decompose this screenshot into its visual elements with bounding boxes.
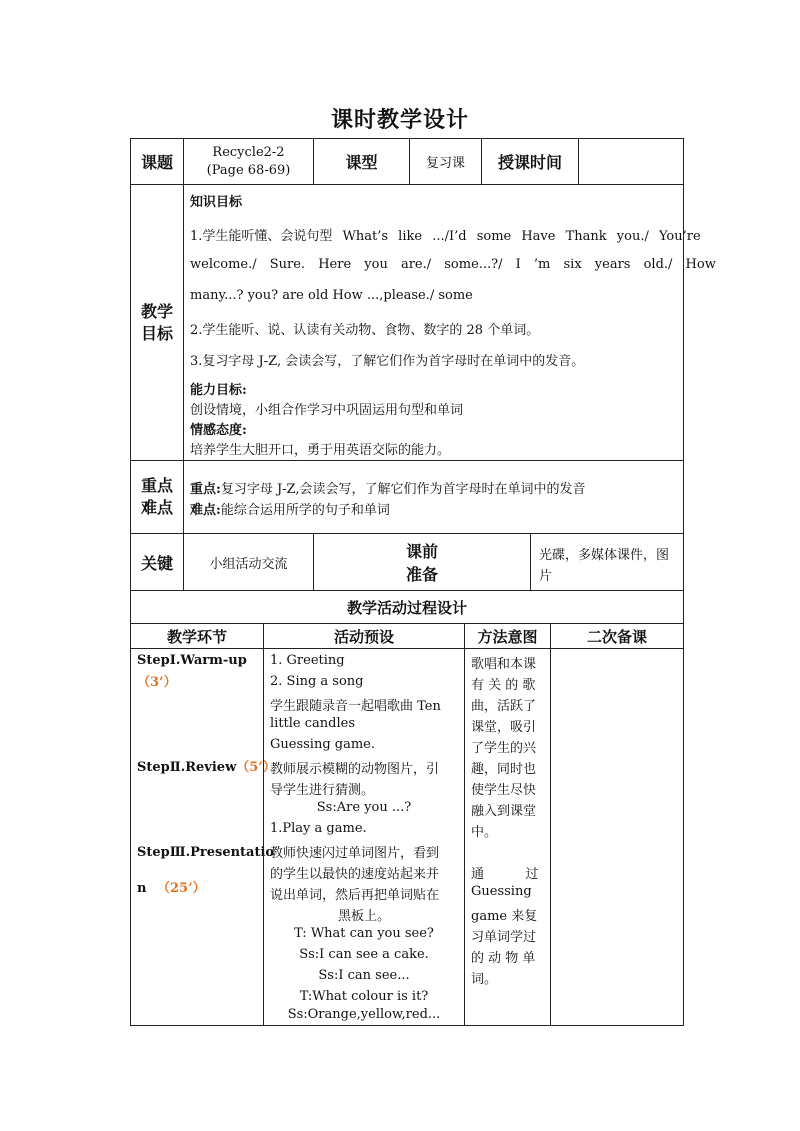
step3-line2 <box>137 877 206 896</box>
topic-label: 课题 <box>140 153 173 172</box>
col-method-header: 方法意图 <box>477 627 538 646</box>
method-line: 课堂，吸引 <box>471 720 537 735</box>
preparation-value-cell <box>530 533 684 591</box>
activity-line: little candles <box>270 716 355 731</box>
knowledge-item-1-line2: welcome./ Sure. Here you are./ some...?/ I ’m six years old./ How <box>190 257 716 272</box>
method-line: 有 关 的 歌 <box>471 678 536 693</box>
preparation-label-line2: 准备 <box>405 565 438 584</box>
process-heading: 教学活动过程设计 <box>346 598 467 617</box>
activity-line: 导学生进行猜测。 <box>270 783 375 798</box>
time-label: 授课时间 <box>497 153 562 172</box>
difficult-point <box>190 499 390 518</box>
activity-line: T:What colour is it? <box>299 989 429 1004</box>
emotion-text: 培养学生大胆开口，勇于用英语交际的能力。 <box>190 443 451 458</box>
focus-label: 重点难点 <box>140 476 173 517</box>
preparation-label-line1: 课前 <box>405 542 438 561</box>
goals-label: 教学目标 <box>140 301 173 343</box>
col-steps-cell <box>130 623 264 649</box>
type-label-cell <box>313 138 410 185</box>
method-line: 了学生的兴 <box>471 741 537 756</box>
activity-line: 1. Greeting <box>270 653 345 668</box>
method-line: 通 过 <box>471 867 539 882</box>
activity-line: 说出单词，然后再把单词贴在 <box>270 888 440 903</box>
knowledge-item-3: 3.复习字母 J-Z, 会读会写，了解它们作为首字母时在单词中的发音。 <box>190 354 585 369</box>
key-value: 小组活动交流 <box>209 556 288 572</box>
key-label: 关键 <box>140 553 173 573</box>
step1-name: StepⅠ.Warm-up <box>137 653 247 668</box>
step2 <box>137 756 276 775</box>
step3-name-1: StepⅢ.Presentatio <box>137 845 275 860</box>
preparation-label-cell <box>313 533 531 591</box>
method-line: game 来复 <box>471 909 538 924</box>
key-point-text: 复习字母 J-Z,会读会写，了解它们作为首字母时在单词中的发音 <box>220 482 586 497</box>
col-second-header: 二次备课 <box>586 627 647 646</box>
focus-content-cell <box>183 460 684 534</box>
method-line: 词。 <box>471 972 498 987</box>
activity-cell <box>263 648 465 1026</box>
method-line: 歌唱和本课 <box>471 657 537 672</box>
knowledge-item-1-line3: many...? you? are old How ...,please./ some <box>190 288 473 303</box>
goals-label-cell <box>130 184 184 461</box>
method-line: 习单词学过 <box>471 930 537 945</box>
activity-line: 1.Play a game. <box>270 821 367 836</box>
activity-line: Ss:I can see... <box>318 968 410 983</box>
activity-line: 的学生以最快的速度站起来并 <box>270 867 440 882</box>
time-label-cell <box>481 138 579 185</box>
time-value-cell <box>578 138 684 185</box>
method-line: 的 动 物 单 <box>471 951 536 966</box>
col-method-cell <box>464 623 551 649</box>
knowledge-item-2: 2.学生能听、说、认读有关动物、食物、数字的 28 个单词。 <box>190 323 540 338</box>
activity-line: 2. Sing a song <box>270 674 364 689</box>
key-label-cell <box>130 533 184 591</box>
step1-time-value: （3’） <box>137 675 177 690</box>
step3-time-value: （25’） <box>156 881 206 896</box>
activity-line: 学生跟随录音一起唱歌曲 Ten <box>270 699 441 714</box>
step1-time <box>137 671 177 690</box>
type-label: 课型 <box>345 153 378 172</box>
key-value-cell <box>183 533 314 591</box>
method-line: 中。 <box>471 825 498 840</box>
col-activity-cell <box>263 623 465 649</box>
method-line: 趣，同时也 <box>471 762 537 777</box>
focus-label-cell <box>130 460 184 534</box>
step1 <box>137 653 247 668</box>
emotion-heading: 情感态度: <box>190 423 247 438</box>
knowledge-item-1-line1: 1.学生能听懂、会说句型 What’s like .../I’d some Have Thank you./ You’re <box>190 229 701 244</box>
method-line: 使学生尽快 <box>471 783 537 798</box>
step3-name-2: n <box>137 881 147 896</box>
type-value: 复习课 <box>425 156 465 171</box>
activity-line: 教师快速闪过单词图片，看到 <box>270 846 440 861</box>
ability-text: 创设情境，小组合作学习中巩固运用句型和单词 <box>190 403 464 418</box>
second-prep-cell <box>550 648 684 1026</box>
method-line: 融入到课堂 <box>471 804 537 819</box>
topic-value-line1: Recycle2-2 <box>212 144 285 160</box>
method-line: Guessing <box>471 884 532 899</box>
step3-line1 <box>137 845 274 860</box>
key-point <box>190 478 586 497</box>
activity-line: 教师展示模糊的动物图片，引 <box>270 762 440 777</box>
goals-content-cell <box>183 184 716 461</box>
topic-value-cell <box>183 138 314 185</box>
steps-cell <box>130 648 276 1026</box>
step2-name: StepⅡ.Review <box>137 760 237 775</box>
activity-line: T: What can you see? <box>294 926 434 941</box>
preparation-value-line2: 片 <box>539 569 553 584</box>
col-activity-header: 活动预设 <box>333 627 394 646</box>
step2-time-value: （5’） <box>236 760 276 775</box>
ability-heading: 能力目标: <box>190 383 247 398</box>
topic-value-line2: (Page 68-69) <box>206 162 291 178</box>
page-title: 课时教学设计 <box>330 107 469 133</box>
method-line: 曲，活跃了 <box>471 699 537 714</box>
col-steps-header: 教学环节 <box>166 627 227 646</box>
knowledge-heading: 知识目标 <box>190 195 243 210</box>
activity-line: Guessing game. <box>270 737 376 752</box>
method-cell <box>464 648 551 1026</box>
type-value-cell <box>409 138 482 185</box>
difficult-point-label: 难点: <box>190 503 221 518</box>
process-heading-cell <box>130 590 684 624</box>
col-second-cell <box>550 623 684 649</box>
preparation-value-line1: 光碟，多媒体课件，图 <box>539 548 670 563</box>
key-point-label: 重点: <box>190 482 221 497</box>
activity-line: Ss:Orange,yellow,red... <box>287 1007 441 1022</box>
activity-line: Ss:I can see a cake. <box>299 947 429 962</box>
difficult-point-text: 能综合运用所学的句子和单词 <box>220 503 390 518</box>
activity-line: Ss:Are you ...? <box>316 800 412 815</box>
topic-label-cell <box>130 138 184 185</box>
activity-line: 黑板上。 <box>337 909 390 924</box>
